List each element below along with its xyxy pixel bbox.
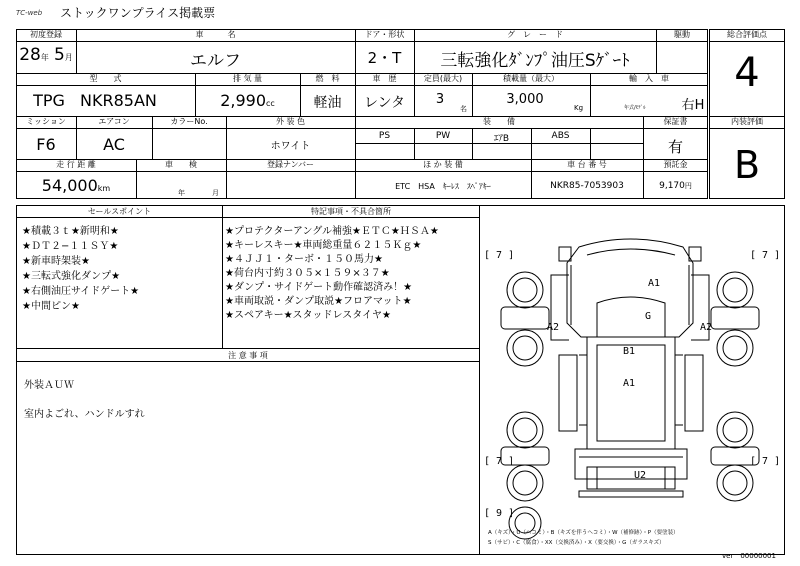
insp-month-unit: 月 — [212, 189, 219, 197]
mileage-number: 54,000 — [41, 176, 98, 195]
car-name-value: エルフ — [190, 51, 241, 71]
door-value: 2・T — [367, 49, 402, 67]
fuel-value: 軽油 — [313, 95, 342, 111]
label-other-equip: ほ か 装 備 — [423, 160, 463, 169]
label-ext-color: 外 装 色 — [275, 117, 306, 126]
damage-legend-line-2: S（サビ）・C（腐食）・XX（交換済み）・X（要交換）・G（ガラスキズ） — [488, 540, 665, 546]
recycle-number: 9,170 — [659, 181, 685, 191]
special-note: ★キーレスキー★車両総重量６２１５Ｋｇ★ — [225, 240, 422, 251]
model-value: NKR85AN — [80, 91, 157, 110]
label-sales-points: セールスポイント — [87, 207, 152, 216]
label-mission: ミッション — [26, 117, 66, 126]
km-unit: km — [97, 184, 111, 193]
label-mileage: 走 行 距 離 — [56, 160, 96, 169]
damage-legend-line-1: A（キズ）・U（ヘコミ）・B（キズを伴うヘコミ）・W（補修跡）・P（要塗装） — [488, 530, 679, 536]
tire-rl-depth: [ 7 ] — [484, 456, 515, 467]
equipment-ps: PS — [378, 131, 391, 141]
label-special-notes: 特記事項・不具合箇所 — [311, 207, 391, 216]
displacement-value — [195, 91, 300, 110]
first-reg-value — [16, 45, 76, 65]
label-import: 輸 入 車 — [629, 74, 669, 83]
truck-rear-icon — [575, 449, 687, 497]
damage-a1-mid: A1 — [623, 378, 636, 389]
logo-text: TC-web — [16, 9, 43, 17]
year-value: 28 — [19, 45, 41, 65]
month-value: 5 — [53, 45, 65, 65]
month-unit: 月 — [64, 53, 73, 62]
damage-b1: B1 — [623, 346, 636, 357]
label-inspection: 車 検 — [165, 160, 197, 169]
label-warranty: 保証書 — [663, 117, 688, 126]
label-caution: 注 意 事 項 — [228, 351, 268, 360]
cc-unit: cc — [266, 99, 275, 108]
grade-value: 三転強化ﾀﾞﾝﾌﾟ油圧Sｹﾞｰﾄ — [440, 51, 630, 71]
version-label: ver 00000001 — [722, 552, 776, 560]
sales-point: ★中間ピン★ — [22, 301, 80, 312]
model-year-unit: 年式/ﾓﾃﾞﾙ — [624, 105, 646, 111]
equipment-abs: ABS — [551, 131, 570, 141]
tire-fl-depth: [ 7 ] — [484, 250, 515, 261]
damage-u2: U2 — [634, 470, 647, 481]
label-first-reg: 初度登録 — [30, 30, 62, 39]
logo — [16, 9, 42, 17]
aircon-value: AC — [103, 135, 125, 154]
label-fuel: 燃 料 — [315, 74, 340, 83]
special-note: ★４ＪＪ１・ターボ・１５０馬力★ — [225, 254, 383, 265]
special-note: ★荷台内寸約３０５×１５９×３７★ — [225, 268, 390, 279]
equipment-pw: PW — [435, 131, 451, 141]
label-displacement: 排 気 量 — [232, 74, 263, 83]
sales-point: ★ＤＴ２−１１ＳＹ★ — [22, 241, 119, 252]
label-aircon: エアコン — [98, 117, 130, 126]
tire-fr-depth: [ 7 ] — [750, 250, 781, 261]
label-load: 積載量（最大） — [503, 74, 559, 83]
truck-cab-icon — [551, 239, 709, 340]
model-prefix-value: TPG — [33, 91, 65, 110]
damage-g: G — [645, 311, 652, 322]
sales-point: ★積載３ｔ★新明和★ — [22, 226, 119, 237]
tire-rr-depth: [ 7 ] — [750, 456, 781, 467]
mission-value: F6 — [36, 135, 56, 154]
label-equipment: 装 備 — [483, 117, 515, 126]
yen-unit: 円 — [684, 182, 692, 190]
overall-score: 4 — [734, 50, 760, 96]
history-value: レンタ — [363, 95, 406, 111]
label-recycle: 預託金 — [663, 160, 688, 169]
displacement-number: 2,990 — [220, 91, 266, 110]
special-note: ★ダンプ・サイドゲート動作確認済み！★ — [225, 282, 413, 293]
caution-item: 室内よごれ、ハンドルすれ — [24, 409, 145, 420]
special-note: ★プロテクターアングル補強★ＥＴＣ★ＨＳＡ★ — [225, 226, 439, 237]
ext-color-value: ホワイト — [270, 141, 311, 152]
caution-item: 外装ＡＵＷ — [24, 380, 74, 391]
kg-unit: Kg — [574, 104, 584, 112]
insp-year-unit: 年 — [178, 189, 185, 197]
label-overall-eval: 総合評価点 — [727, 30, 767, 39]
label-history: 車 歴 — [372, 74, 397, 83]
special-note: ★スペアキー★スタッドレスタイヤ★ — [225, 310, 391, 321]
label-capacity: 定員(最大) — [423, 74, 463, 83]
label-chassis-no: 車 台 番 号 — [567, 160, 607, 169]
recycle-value — [643, 181, 708, 191]
interior-score: B — [733, 143, 761, 187]
special-note: ★車両取説・ダンプ取説★フロアマット★ — [225, 296, 412, 307]
chassis-no-value: NKR85-7053903 — [550, 181, 624, 191]
caution-panel — [16, 348, 480, 555]
warranty-value: 有 — [667, 138, 683, 156]
year-unit: 年 — [40, 53, 49, 62]
mileage-value — [16, 176, 136, 195]
load-value: 3,000 — [506, 92, 544, 107]
label-car-name: 車 名 — [195, 30, 236, 39]
damage-a2-left: A2 — [547, 322, 560, 333]
label-grade: グ レ ー ド — [507, 30, 563, 39]
sales-point: ★右側油圧サイドゲート★ — [22, 286, 140, 297]
steering-value: 右H — [681, 98, 705, 113]
page-title: ストックワンプライス掲載票 — [60, 6, 216, 20]
label-door: ドア・形状 — [364, 30, 405, 39]
capacity-value: 3 — [435, 92, 445, 107]
damage-a1-top: A1 — [648, 278, 661, 289]
equipment-airbag: ｴｱB — [493, 134, 510, 144]
sales-point: ★三転式強化ダンプ★ — [22, 271, 121, 282]
sales-point: ★新車時架装★ — [22, 256, 90, 267]
persons-unit: 名 — [460, 105, 467, 113]
label-reg-plate: 登録ナンバー — [266, 160, 315, 169]
label-interior-eval: 内装評価 — [731, 117, 763, 126]
damage-a2-right: A2 — [700, 322, 713, 333]
label-model: 型 式 — [89, 74, 122, 83]
other-equip-value: ETC HSA ｷｰﾚｽ ｽﾍﾟｱｷｰ — [395, 182, 491, 191]
label-drive: 駆動 — [674, 30, 690, 39]
label-color-no: カラーNo. — [170, 117, 208, 126]
tire-front-right-icon — [711, 272, 759, 366]
spare-depth: [ 9 ] — [484, 508, 515, 519]
tire-front-left-icon — [501, 272, 549, 366]
